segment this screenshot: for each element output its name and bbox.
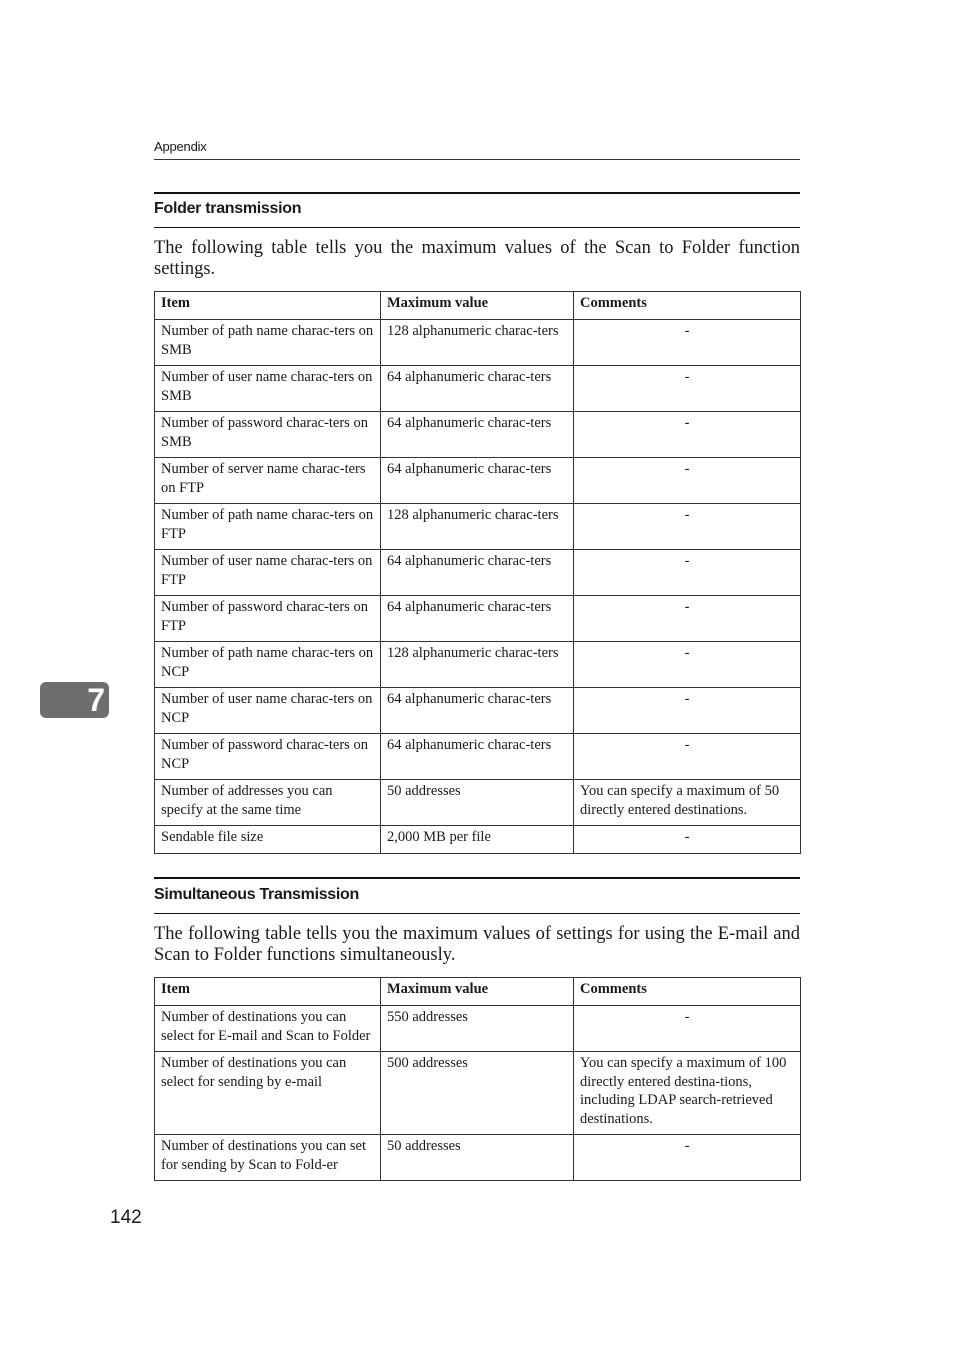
cell-comments: - xyxy=(574,688,801,734)
cell-comments: - xyxy=(574,412,801,458)
cell-item: Number of server name charac-ters on FTP xyxy=(155,458,381,504)
simultaneous-transmission-table xyxy=(154,977,801,1181)
cell-comments: - xyxy=(574,1006,801,1052)
cell-item: Sendable file size xyxy=(155,826,381,854)
cell-maximum-value: 550 addresses xyxy=(381,1006,574,1052)
cell-item: Number of password charac-ters on FTP xyxy=(155,596,381,642)
column-header-maximum-value: Maximum value xyxy=(381,292,574,320)
column-header-item: Item xyxy=(155,292,381,320)
cell-maximum-value: 50 addresses xyxy=(381,1135,574,1181)
table-row xyxy=(155,320,801,366)
section-title-underline xyxy=(154,913,800,914)
table-row xyxy=(155,826,801,854)
table-row xyxy=(155,1135,801,1181)
table-row xyxy=(155,734,801,780)
cell-maximum-value: 64 alphanumeric charac-ters xyxy=(381,688,574,734)
cell-maximum-value: 50 addresses xyxy=(381,780,574,826)
cell-item: Number of destinations you can set for sending by Scan to Fold-er xyxy=(155,1135,381,1181)
cell-maximum-value: 500 addresses xyxy=(381,1052,574,1135)
cell-item: Number of user name charac-ters on SMB xyxy=(155,366,381,412)
cell-maximum-value: 128 alphanumeric charac-ters xyxy=(381,320,574,366)
table-row xyxy=(155,1006,801,1052)
cell-item: Number of password charac-ters on SMB xyxy=(155,412,381,458)
table-row xyxy=(155,642,801,688)
cell-comments: - xyxy=(574,1135,801,1181)
cell-comments: You can specify a maximum of 100 directly entered destina-tions, including LDAP search-retrieved destinations. xyxy=(574,1052,801,1135)
section-title-simultaneous-transmission: Simultaneous Transmission xyxy=(154,886,360,903)
table-row xyxy=(155,780,801,826)
chapter-tab: 7 xyxy=(40,682,109,718)
section-title-underline xyxy=(154,227,800,228)
column-header-comments: Comments xyxy=(574,978,801,1006)
table-row xyxy=(155,1052,801,1135)
section-top-rule xyxy=(154,192,800,194)
running-header xyxy=(154,138,800,160)
cell-comments: - xyxy=(574,504,801,550)
cell-maximum-value: 128 alphanumeric charac-ters xyxy=(381,642,574,688)
cell-maximum-value: 2,000 MB per file xyxy=(381,826,574,854)
cell-comments: - xyxy=(574,458,801,504)
cell-item: Number of user name charac-ters on NCP xyxy=(155,688,381,734)
cell-item: Number of addresses you can specify at the same time xyxy=(155,780,381,826)
cell-comments: You can specify a maximum of 50 directly entered destinations. xyxy=(574,780,801,826)
cell-comments: - xyxy=(574,734,801,780)
column-header-maximum-value: Maximum value xyxy=(381,978,574,1006)
cell-comments: - xyxy=(574,642,801,688)
table-row xyxy=(155,366,801,412)
cell-maximum-value: 128 alphanumeric charac-ters xyxy=(381,504,574,550)
cell-maximum-value: 64 alphanumeric charac-ters xyxy=(381,458,574,504)
cell-maximum-value: 64 alphanumeric charac-ters xyxy=(381,412,574,458)
cell-item: Number of path name charac-ters on NCP xyxy=(155,642,381,688)
cell-item: Number of destinations you can select for E-mail and Scan to Folder xyxy=(155,1006,381,1052)
cell-item: Number of destinations you can select for sending by e-mail xyxy=(155,1052,381,1135)
header-section-label: Appendix xyxy=(154,139,207,154)
cell-item: Number of path name charac-ters on FTP xyxy=(155,504,381,550)
section-intro-folder-transmission: The following table tells you the maximum values of the Scan to Folder function settings. xyxy=(154,238,800,279)
cell-comments: - xyxy=(574,596,801,642)
table-row xyxy=(155,458,801,504)
cell-maximum-value: 64 alphanumeric charac-ters xyxy=(381,596,574,642)
section-intro-simultaneous-transmission: The following table tells you the maximum values of settings for using the E-mail and Scan to Folder functions simultaneously. xyxy=(154,924,800,965)
column-header-comments: Comments xyxy=(574,292,801,320)
column-header-item: Item xyxy=(155,978,381,1006)
cell-item: Number of password charac-ters on NCP xyxy=(155,734,381,780)
section-top-rule xyxy=(154,877,800,879)
table-row xyxy=(155,550,801,596)
page-number: 142 xyxy=(110,1207,142,1228)
cell-comments: - xyxy=(574,320,801,366)
table-row xyxy=(155,504,801,550)
cell-maximum-value: 64 alphanumeric charac-ters xyxy=(381,734,574,780)
table-header-row xyxy=(155,978,801,1006)
folder-transmission-table xyxy=(154,291,801,854)
cell-maximum-value: 64 alphanumeric charac-ters xyxy=(381,366,574,412)
table-row xyxy=(155,688,801,734)
section-title-folder-transmission: Folder transmission xyxy=(154,200,302,217)
cell-comments: - xyxy=(574,826,801,854)
cell-maximum-value: 64 alphanumeric charac-ters xyxy=(381,550,574,596)
cell-comments: - xyxy=(574,550,801,596)
cell-comments: - xyxy=(574,366,801,412)
table-row xyxy=(155,596,801,642)
cell-item: Number of user name charac-ters on FTP xyxy=(155,550,381,596)
table-header-row xyxy=(155,292,801,320)
cell-item: Number of path name charac-ters on SMB xyxy=(155,320,381,366)
table-row xyxy=(155,412,801,458)
